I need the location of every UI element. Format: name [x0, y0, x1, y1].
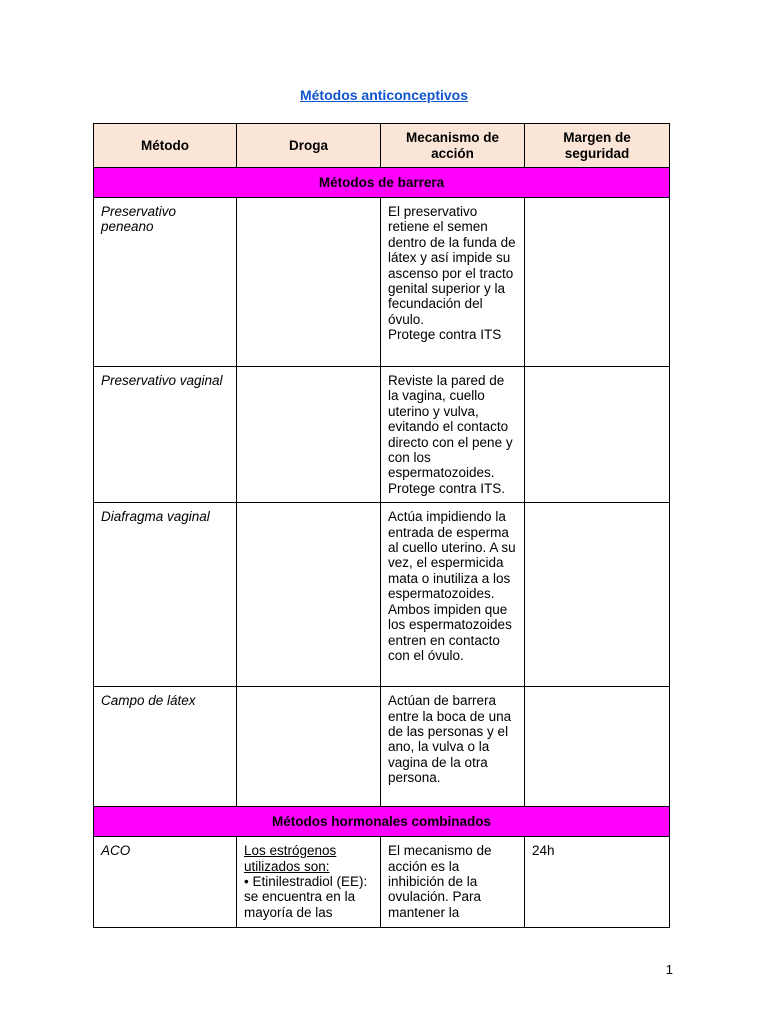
cell-metodo: Diafragma vaginal	[94, 503, 237, 687]
section-title: Métodos de barrera	[94, 168, 670, 198]
table-row	[94, 687, 670, 807]
header-droga: Droga	[237, 124, 381, 168]
cell-droga	[237, 687, 381, 807]
cell-metodo: Preservativo vaginal	[94, 367, 237, 503]
mecanismo-text: El preservativo retiene el semen dentro de la funda de látex y así impide su ascenso por el tracto genital superior y la fecundación del óvulo.	[388, 204, 516, 327]
cell-droga	[237, 198, 381, 367]
cell-droga	[237, 367, 381, 503]
table-row	[94, 837, 670, 928]
cell-droga	[237, 503, 381, 687]
cell-margen	[525, 367, 670, 503]
section-row-barrera	[94, 168, 670, 198]
mecanismo-extra-text: Protege contra ITS.	[388, 480, 506, 496]
mecanismo-extra-text: Protege contra ITS	[388, 327, 502, 343]
cell-metodo: ACO	[94, 837, 237, 928]
cell-margen	[525, 687, 670, 807]
header-mecanismo: Mecanismo de acción	[381, 124, 525, 168]
droga-text: • Etinilestradiol (EE): se encuentra en la mayoría de las	[244, 874, 368, 920]
table-row	[94, 367, 670, 503]
page-number: 1	[665, 962, 673, 977]
header-margen: Margen de seguridad	[525, 124, 670, 168]
cell-mecanismo: Actúa impidiendo la entrada de esperma al cuello uterino. A su vez, el espermicida mata o inutiliza a los espermatozoides. Ambos impiden que los espermatozoides entren en contacto con el óvulo.	[381, 503, 525, 687]
cell-margen: 24h	[525, 837, 670, 928]
cell-mecanismo: El mecanismo de acción es la inhibición de la ovulación. Para mantener la	[381, 837, 525, 928]
section-row-hormonales	[94, 807, 670, 837]
cell-metodo: Campo de látex	[94, 687, 237, 807]
cell-margen	[525, 503, 670, 687]
document-title: Métodos anticonceptivos	[299, 87, 469, 103]
cell-mecanismo	[381, 198, 525, 367]
header-metodo: Método	[94, 124, 237, 168]
cell-droga	[237, 837, 381, 928]
table-row	[94, 198, 670, 367]
cell-margen	[525, 198, 670, 367]
droga-heading: Los estrógenos utilizados son:	[244, 843, 337, 874]
table-row	[94, 503, 670, 687]
cell-mecanismo: Actúan de barrera entre la boca de una de las personas y el ano, la vulva o la vagina de la otra persona.	[381, 687, 525, 807]
table-header-row	[94, 124, 670, 168]
cell-metodo: Preservativo peneano	[94, 198, 237, 367]
mecanismo-text: Reviste la pared de la vagina, cuello uterino y vulva, evitando el contacto directo con el pene y con los espermatozoides.	[388, 373, 513, 481]
section-title: Métodos hormonales combinados	[94, 807, 670, 837]
cell-mecanismo	[381, 367, 525, 503]
contraceptive-methods-table	[93, 123, 670, 928]
